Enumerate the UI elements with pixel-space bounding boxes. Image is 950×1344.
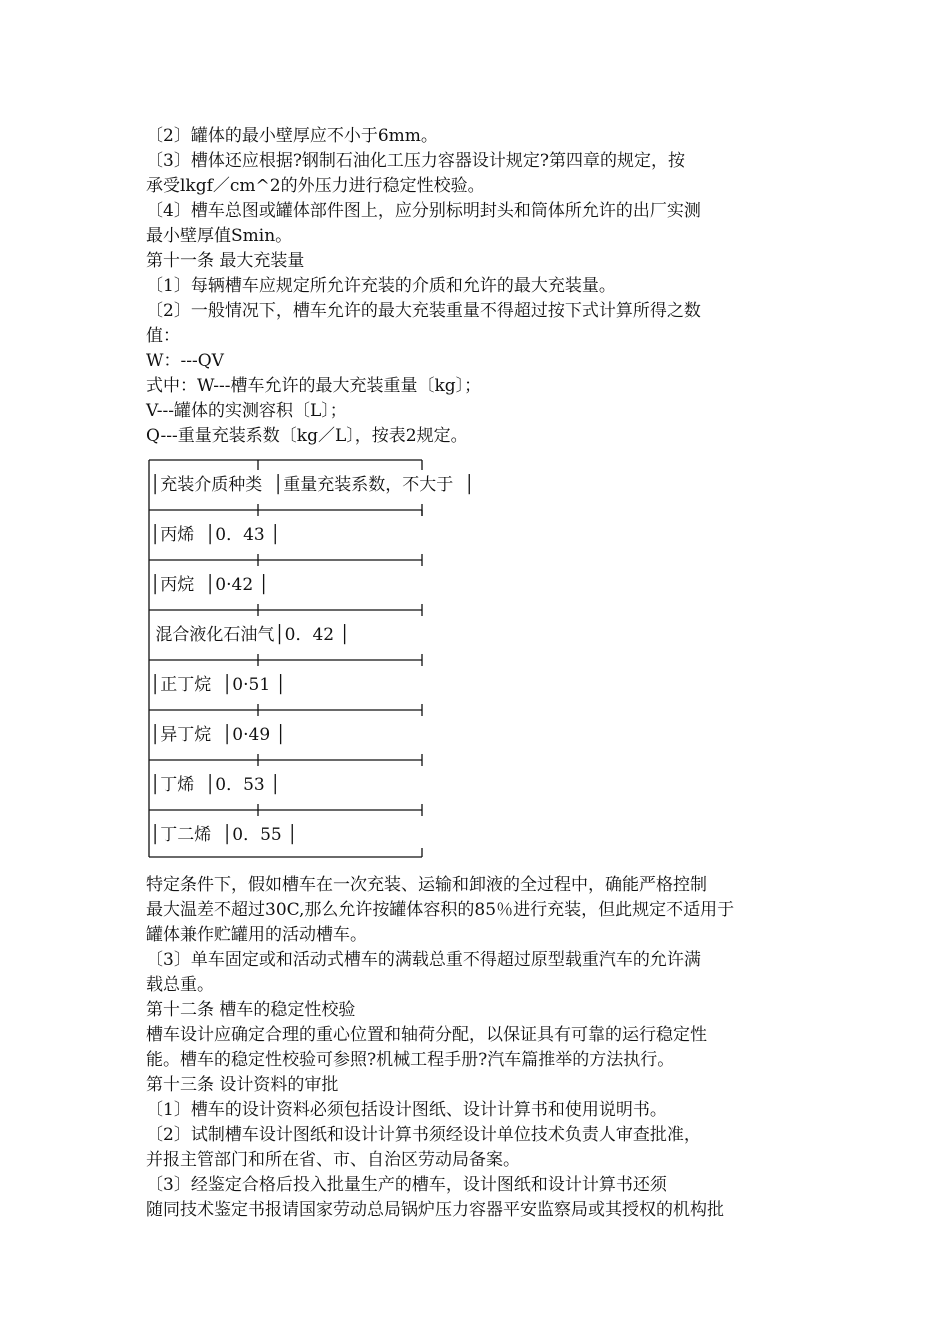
text-line: 承受lkgf／cm^2的外压力进行稳定性校验。 — [146, 176, 485, 196]
text-line: 特定条件下，假如槽车在一次充装、运输和卸液的全过程中，确能严格控制 — [146, 875, 707, 895]
cell-value: 0．43 — [215, 525, 265, 545]
text-line: 最小壁厚值Smin。 — [146, 226, 293, 246]
text-line: 值： — [146, 326, 180, 346]
table-header-row: │充装介质种类 │重量充装系数，不大于 │ — [150, 475, 475, 495]
cell-medium: 丁二烯 — [160, 825, 212, 845]
cell-medium: 丙烯 — [160, 525, 195, 545]
header-medium: 充装介质种类 — [160, 475, 263, 495]
cell-value: 0·51 — [232, 675, 271, 695]
cell-medium: 混合液化石油气 — [155, 625, 275, 645]
table-rules — [146, 456, 566, 862]
table-row: 混合液化石油气│0．42 │ — [155, 625, 350, 645]
text-line: 〔4〕槽车总图或罐体部件图上，应分别标明封头和筒体所允许的出厂实测 — [146, 201, 701, 221]
header-coefficient: 重量充装系数，不大于 — [283, 475, 454, 495]
text-line: 〔2〕罐体的最小壁厚应不小于6mm。 — [146, 126, 438, 146]
text-line: 〔1〕槽车的设计资料必须包括设计图纸、设计计算书和使用说明书。 — [146, 1100, 667, 1120]
table-row: │异丁烷 │0·49 │ — [150, 725, 286, 745]
cell-value: 0．42 — [284, 625, 335, 645]
section-heading: 第十一条 最大充装量 — [146, 251, 305, 271]
text-line: 能。槽车的稳定性校验可参照?机械工程手册?汽车篇推举的方法执行。 — [146, 1050, 675, 1070]
text-line: 〔3〕经鉴定合格后投入批量生产的槽车，设计图纸和设计计算书还须 — [146, 1175, 667, 1195]
cell-medium: 丙烷 — [160, 575, 195, 595]
filling-coefficient-table — [146, 456, 566, 862]
text-line: 随同技术鉴定书报请国家劳动总局锅炉压力容器平安监察局或其授权的机构批 — [146, 1200, 724, 1220]
text-line: 〔1〕每辆槽车应规定所允许充装的介质和允许的最大充装量。 — [146, 276, 616, 296]
table-row: │正丁烷 │0·51 │ — [150, 675, 286, 695]
cell-medium: 正丁烷 — [160, 675, 212, 695]
table-row: │丙烯 │0．43 │ — [150, 525, 281, 545]
text-line: Q---重量充装系数〔kg／L〕，按表2规定。 — [146, 426, 468, 446]
text-line: 罐体兼作贮罐用的活动槽车。 — [146, 925, 367, 945]
formula-line: W：---QV — [146, 351, 224, 371]
table-row: │丁二烯 │0．55 │ — [150, 825, 298, 845]
text-line: 最大温差不超过30C,那么允许按罐体容积的85％进行充装，但此规定不适用于 — [146, 900, 735, 920]
section-heading: 第十二条 槽车的稳定性校验 — [146, 1000, 356, 1020]
text-line: 〔3〕单车固定或和活动式槽车的满载总重不得超过原型载重汽车的允许满 — [146, 950, 701, 970]
cell-value: 0．53 — [215, 775, 265, 795]
table-row: │丙烷 │0·42 │ — [150, 575, 269, 595]
section-heading: 第十三条 设计资料的审批 — [146, 1075, 339, 1095]
cell-medium: 异丁烷 — [160, 725, 212, 745]
cell-medium: 丁烯 — [160, 775, 195, 795]
cell-value: 0·49 — [232, 725, 271, 745]
table-row: │丁烯 │0．53 │ — [150, 775, 281, 795]
text-line: 〔2〕试制槽车设计图纸和设计计算书须经设计单位技术负责人审查批准， — [146, 1125, 701, 1145]
text-line: 槽车设计应确定合理的重心位置和轴荷分配，以保证具有可靠的运行稳定性 — [146, 1025, 707, 1045]
text-line: V---罐体的实测容积〔L〕； — [146, 401, 347, 421]
text-line: 式中：W---槽车允许的最大充装重量〔kg〕； — [146, 376, 482, 396]
text-line: 并报主管部门和所在省、市、自治区劳动局备案。 — [146, 1150, 520, 1170]
cell-value: 0·42 — [215, 575, 254, 595]
text-line: 〔3〕槽体还应根据?钢制石油化工压力容器设计规定?第四章的规定，按 — [146, 151, 686, 171]
cell-value: 0．55 — [232, 825, 282, 845]
text-line: 载总重。 — [146, 975, 214, 995]
text-line: 〔2〕一般情况下，槽车允许的最大充装重量不得超过按下式计算所得之数 — [146, 301, 701, 321]
